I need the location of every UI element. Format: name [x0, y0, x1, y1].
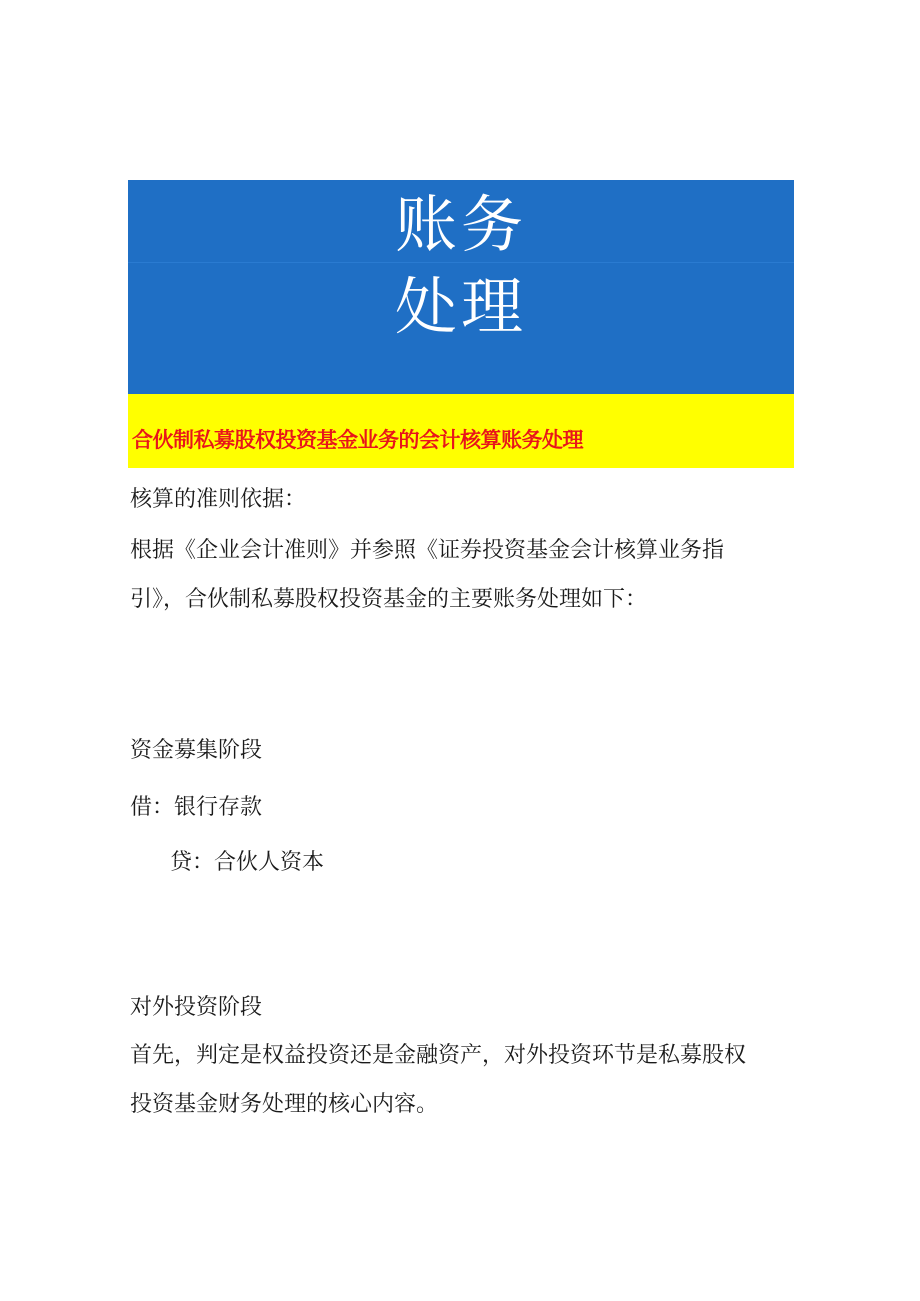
- banner-divider: [128, 262, 794, 263]
- banner-title-line-2: 处理: [394, 270, 527, 343]
- investment-text-line-2: 投资基金财务处理的核心内容。: [130, 1092, 439, 1117]
- debit-entry: 借：银行存款: [130, 795, 263, 820]
- subtitle-highlight-bar: [128, 394, 794, 468]
- fundraising-stage-heading: 资金募集阶段: [130, 738, 263, 763]
- subtitle-text: 合伙制私募股权投资基金业务的会计核算账务处理: [132, 428, 583, 452]
- basis-text-line-2: 引》，合伙制私募股权投资基金的主要账务处理如下：: [130, 587, 648, 612]
- basis-text-line-1: 根据《企业会计准则》并参照《证券投资基金会计核算业务指: [130, 538, 725, 563]
- investment-stage-heading: 对外投资阶段: [130, 995, 263, 1020]
- basis-heading: 核算的准则依据：: [130, 487, 307, 512]
- credit-entry: 贷：合伙人资本: [170, 850, 325, 875]
- title-banner: [128, 180, 794, 394]
- investment-text-line-1: 首先，判定是权益投资还是金融资产，对外投资环节是私募股权: [130, 1043, 747, 1068]
- banner-title-line-1: 账务: [394, 188, 527, 261]
